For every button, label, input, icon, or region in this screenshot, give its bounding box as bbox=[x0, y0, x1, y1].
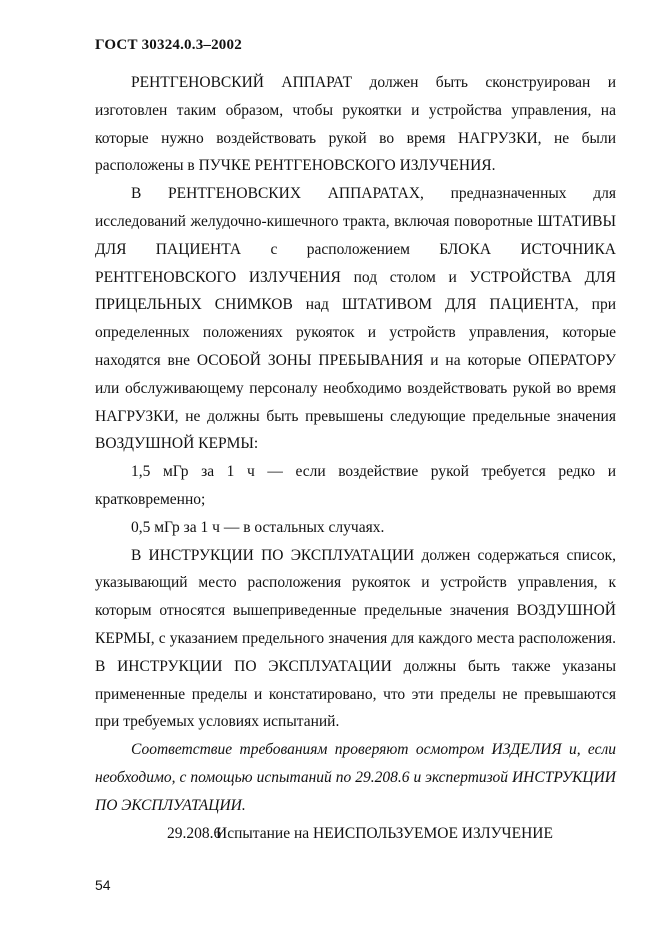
subsection-number: 29.208.6 bbox=[167, 824, 222, 842]
paragraph-apparatus-design: РЕНТГЕНОВСКИЙ АППАРАТ должен быть сконструирован и изготовлен таким образом, чтобы рукоятки и устройства управления, на которые нужно воздействовать рукой во время НАГРУЗКИ, не были расположены в ПУЧКЕ РЕНТГЕНОВСКОГО ИЗЛУЧЕНИЯ. bbox=[95, 74, 616, 175]
subsection-title: Испытание на НЕИСПОЛЬЗУЕМОЕ ИЗЛУЧЕНИЕ bbox=[216, 824, 553, 842]
paragraph-instructions: В ИНСТРУКЦИИ ПО ЭКСПЛУАТАЦИИ должен содержаться список, указывающий место расположения рукояток и устройств управления, к которым относятся вышеприведенные предельные значения ВОЗДУШНОЙ КЕРМЫ, с указанием предельного значения для каждого места расположения. В ИНСТРУКЦИИ ПО ЭКСПЛУАТАЦИИ должны быть также указаны примененные пределы и констатировано, что эти пределы не превышаются при требуемых условиях испытаний. bbox=[95, 546, 616, 731]
page-number: 54 bbox=[95, 877, 111, 893]
document-body bbox=[95, 69, 616, 847]
compliance-note: Соответствие требованиям проверяют осмотром ИЗДЕЛИЯ и, если необходимо, с помощью испытаний по 29.208.6 и экспертизой ИНСТРУКЦИИ ПО ЭКСПЛУАТАЦИИ. bbox=[95, 741, 616, 814]
paragraph-limit-other: 0,5 мГр за 1 ч — в остальных случаях. bbox=[131, 518, 385, 536]
subsection-heading bbox=[95, 820, 616, 848]
paragraph-gastro-apparatus: В РЕНТГЕНОВСКИХ АППАРАТАХ, предназначенных для исследований желудочно-кишечного тракта, включая поворотные ШТАТИВЫ ДЛЯ ПАЦИЕНТА с расположением БЛОКА ИСТОЧНИКА РЕНТГЕНОВСКОГО ИЗЛУЧЕНИЯ под столом и УСТРОЙСТВА ДЛЯ ПРИЦЕЛЬНЫХ СНИМКОВ над ШТАТИВОМ ДЛЯ ПАЦИЕНТА, при определенных положениях рукояток и устройств управления, которые находятся вне ОСОБОЙ ЗОНЫ ПРЕБЫВАНИЯ и на которые ОПЕРАТОРУ или обслуживающему персоналу необходимо воздействовать рукой во время НАГРУЗКИ, не должны быть превышены следующие предельные значения ВОЗДУШНОЙ КЕРМЫ: bbox=[95, 185, 616, 453]
paragraph-limit-rare: 1,5 мГр за 1 ч — если воздействие рукой требуется редко и кратковременно; bbox=[95, 463, 616, 508]
standard-header: ГОСТ 30324.0.3–2002 bbox=[95, 37, 242, 53]
